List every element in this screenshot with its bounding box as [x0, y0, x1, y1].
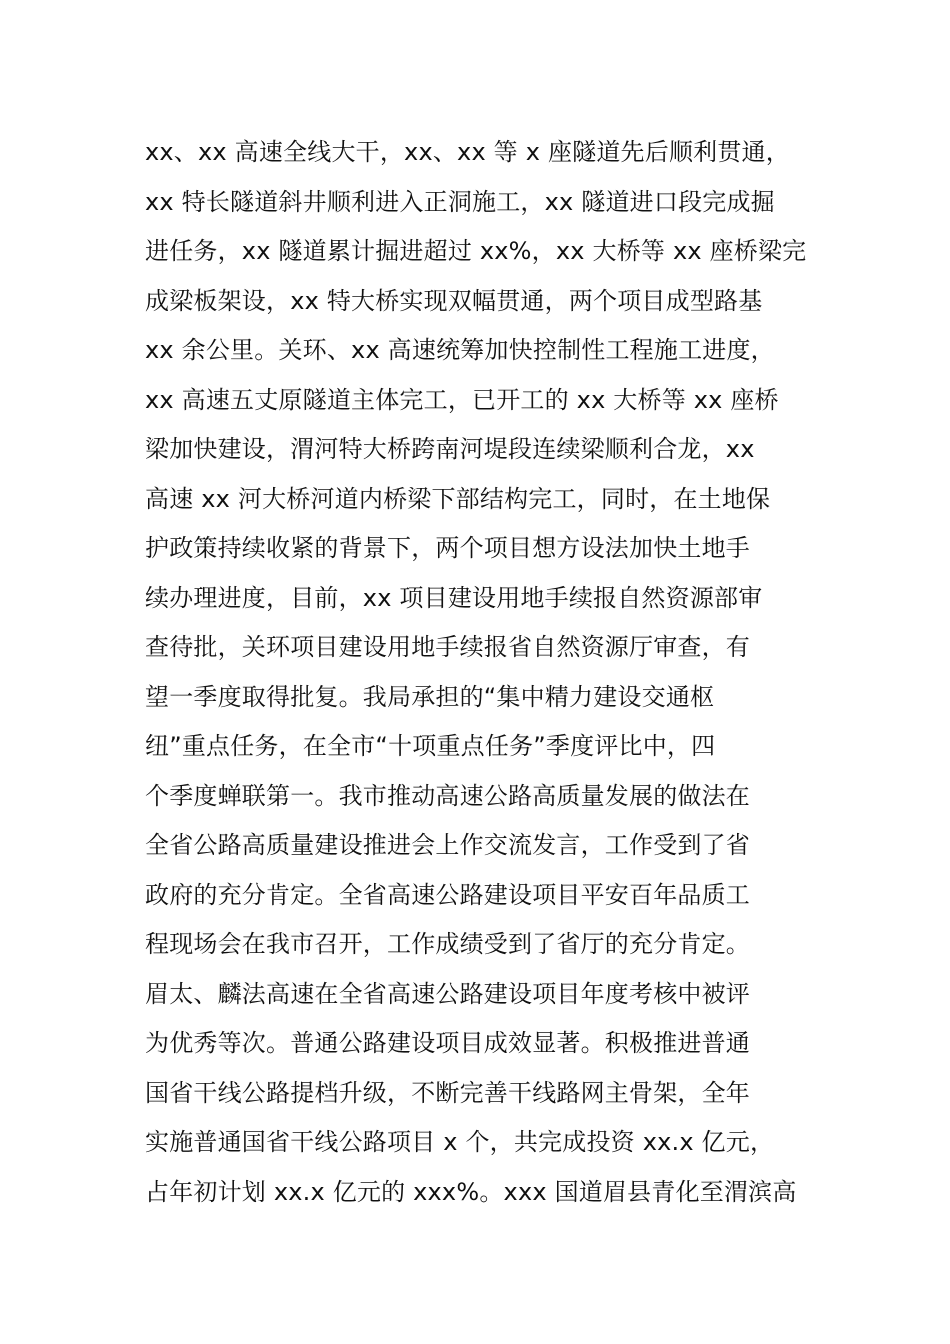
text-line: 护政策持续收紧的背景下，两个项目想方设法加快土地手: [145, 534, 750, 562]
text-line: xx 余公里。关环、xx 高速统筹加快控制性工程施工进度，: [145, 336, 775, 364]
text-line: 实施普通国省干线公路项目 x 个，共完成投资 xx.x 亿元，: [145, 1128, 775, 1156]
text-line: 为优秀等次。普通公路建设项目成效显著。积极推进普通: [145, 1029, 750, 1057]
text-line: 进任务，xx 隧道累计掘进超过 xx%，xx 大桥等 xx 座桥梁完: [145, 237, 807, 265]
text-line: 望一季度取得批复。我局承担的“集中精力建设交通枢: [145, 682, 715, 711]
text-line: 国省干线公路提档升级，不断完善干线路网主骨架，全年: [145, 1078, 750, 1107]
text-line: xx 高速五丈原隧道主体完工，已开工的 xx 大桥等 xx 座桥: [145, 385, 779, 414]
text-line: xx、xx 高速全线大干，xx、xx 等 x 座隧道先后顺利贯通，: [145, 138, 790, 166]
text-line: 占年初计划 xx.x 亿元的 xxx%。xxx 国道眉县青化至渭滨高: [145, 1177, 797, 1206]
text-line: 查待批，关环项目建设用地手续报省自然资源厅审查，有: [145, 633, 750, 661]
text-line: 纽”重点任务，在全市“十项重点任务”季度评比中，四: [145, 732, 716, 760]
text-line: 全省公路高质量建设推进会上作交流发言，工作受到了省: [145, 831, 750, 859]
text-line: 政府的充分肯定。全省高速公路建设项目平安百年品质工: [145, 880, 750, 909]
text-line: xx 特长隧道斜井顺利进入正洞施工，xx 隧道进口段完成掘: [145, 187, 775, 216]
body-text: [145, 128, 825, 1217]
text-line: 续办理进度，目前，xx 项目建设用地手续报自然资源部审: [145, 583, 763, 612]
text-line: 梁加快建设，渭河特大桥跨南河堤段连续梁顺利合龙，xx: [145, 435, 755, 463]
text-line: 个季度蝉联第一。我市推动高速公路高质量发展的做法在: [145, 781, 750, 810]
text-line: 高速 xx 河大桥河道内桥梁下部结构完工，同时，在土地保: [145, 484, 771, 513]
text-line: 程现场会在我市召开，工作成绩受到了省厅的充分肯定。: [145, 930, 750, 958]
text-line: 成梁板架设，xx 特大桥实现双幅贯通，两个项目成型路基: [145, 286, 763, 315]
text-line: 眉太、麟法高速在全省高速公路建设项目年度考核中被评: [145, 979, 750, 1008]
